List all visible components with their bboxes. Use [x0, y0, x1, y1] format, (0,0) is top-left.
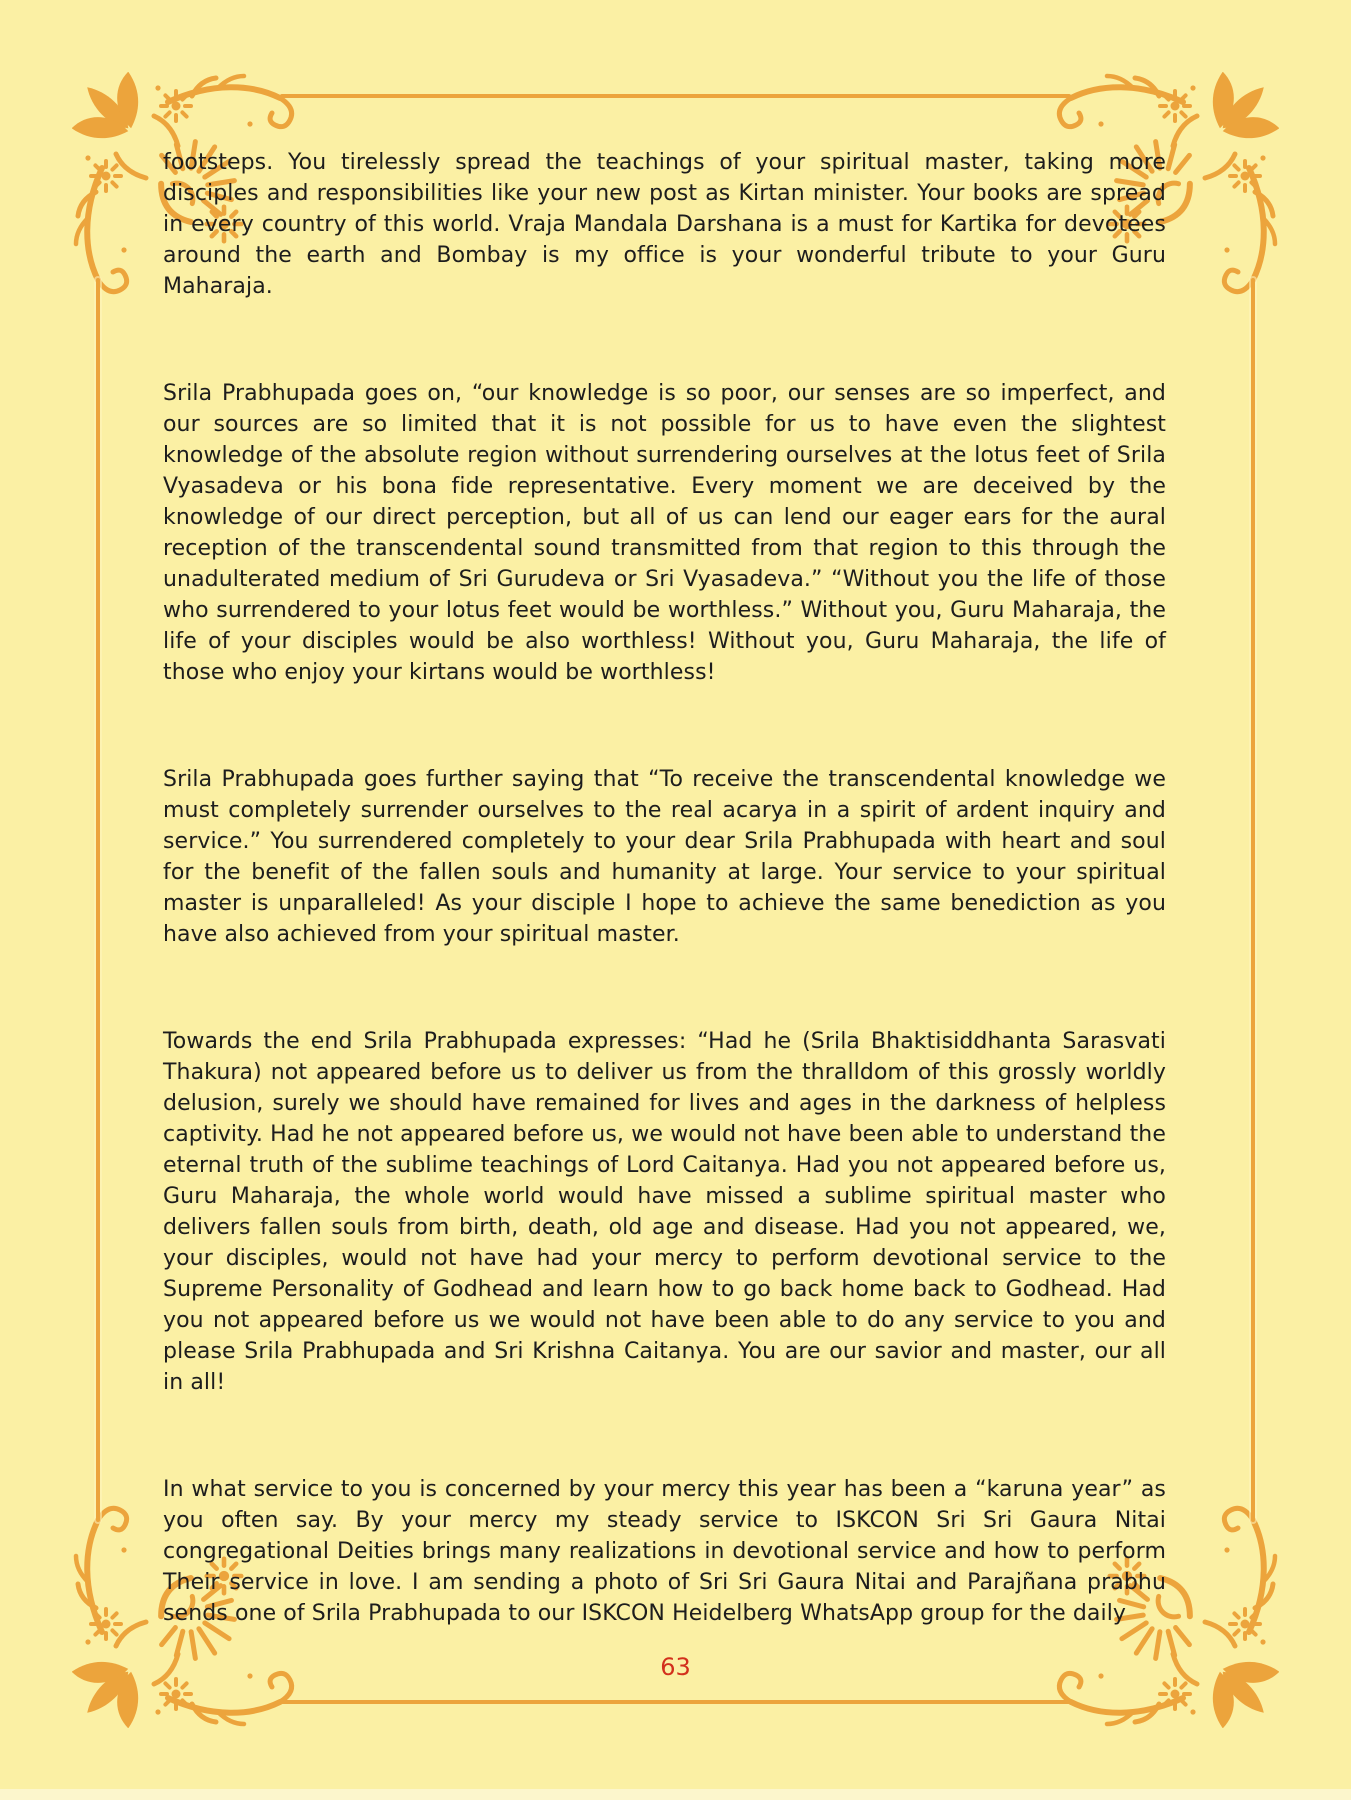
frame-border-bottom [280, 1700, 1071, 1704]
paragraph-5: In what service to you is concerned by your mercy this year has been a “karuna year” as you often say. By your mercy my steady service to ISKCON Sri Sri Gaura Nitai congregational Deities brings many realizations in devotional service and how to perform Their service in love. I am sending a photo of Sri Sri Gaura Nitai and Parajñana prabhu sends one of Srila Prabhupada to our ISKCON Heidelberg WhatsApp group for the daily [163, 1477, 1166, 1626]
paragraph-4: Towards the end Srila Prabhupada expresses: “Had he (Srila Bhaktisiddhanta Sarasvati Thakura) not appeared before us to deliver us from the thralldom of this grossly worldly delusion, surely we should have remained for lives and ages in the darkness of helpless captivity. Had he not appeared before us, we would not have been able to understand the eternal truth of the sublime teachings of Lord Caitanya. Had you not appeared before us, Guru Maharaja, the whole world would have missed a sublime spiritual master who delivers fallen souls from birth, death, old age and disease. Had you not appeared, we, your disciples, would not have had your mercy to perform devotional service to the Supreme Personality of Godhead and learn how to go back home back to Godhead. Had you not appeared before us we would not have been able to do any service to you and please Srila Prabhupada and Sri Krishna Caitanya. You are our savior and master, our all in all! [163, 1029, 1166, 1395]
frame-border-top [280, 94, 1071, 98]
frame-border-right [1251, 278, 1255, 1522]
paragraph-1: footsteps. You tirelessly spread the teachings of your spiritual master, taking more disciples and responsibilities like your new post as Kirtan minister. Your books are spread in every country of this world. Vraja Mandala Darshana is a must for Kartika for devotees around the earth and Bombay is my office is your wonderful tribute to your Guru Maharaja. [163, 150, 1166, 299]
paragraph-3: Srila Prabhupada goes further saying that “To receive the transcendental knowledge we must completely surrender ourselves to the real acarya in a spirit of ardent inquiry and service.” You surrendered completely to your dear Srila Prabhupada with heart and soul for the benefit of the fallen souls and humanity at large. Your service to your spiritual master is unparalleled! As your disciple I hope to achieve the same benediction as you have also achieved from your spiritual master. [163, 767, 1166, 947]
page-bottom-edge [0, 1789, 1351, 1800]
page-text-column [163, 147, 1166, 1629]
page-number: 63 [660, 1653, 691, 1681]
frame-border-left [96, 278, 100, 1522]
paragraph-2: Srila Prabhupada goes on, “our knowledge is so poor, our senses are so imperfect, and our sources are so limited that it is not possible for us to have even the slightest knowledge of the absolute region without surrendering ourselves at the lotus feet of Srila Vyasadeva or his bona fide representative. Every moment we are deceived by the knowledge of our direct perception, but all of us can lend our eager ears for the aural reception of the transcendental sound transmitted from that region to this through the unadulterated medium of Sri Gurudeva or Sri Vyasadeva.” “Without you the life of those who surrendered to your lotus feet would be worthless.” Without you, Guru Maharaja, the life of your disciples would be also worthless! Without you, Guru Maharaja, the life of those who enjoy your kirtans would be worthless! [163, 381, 1166, 685]
